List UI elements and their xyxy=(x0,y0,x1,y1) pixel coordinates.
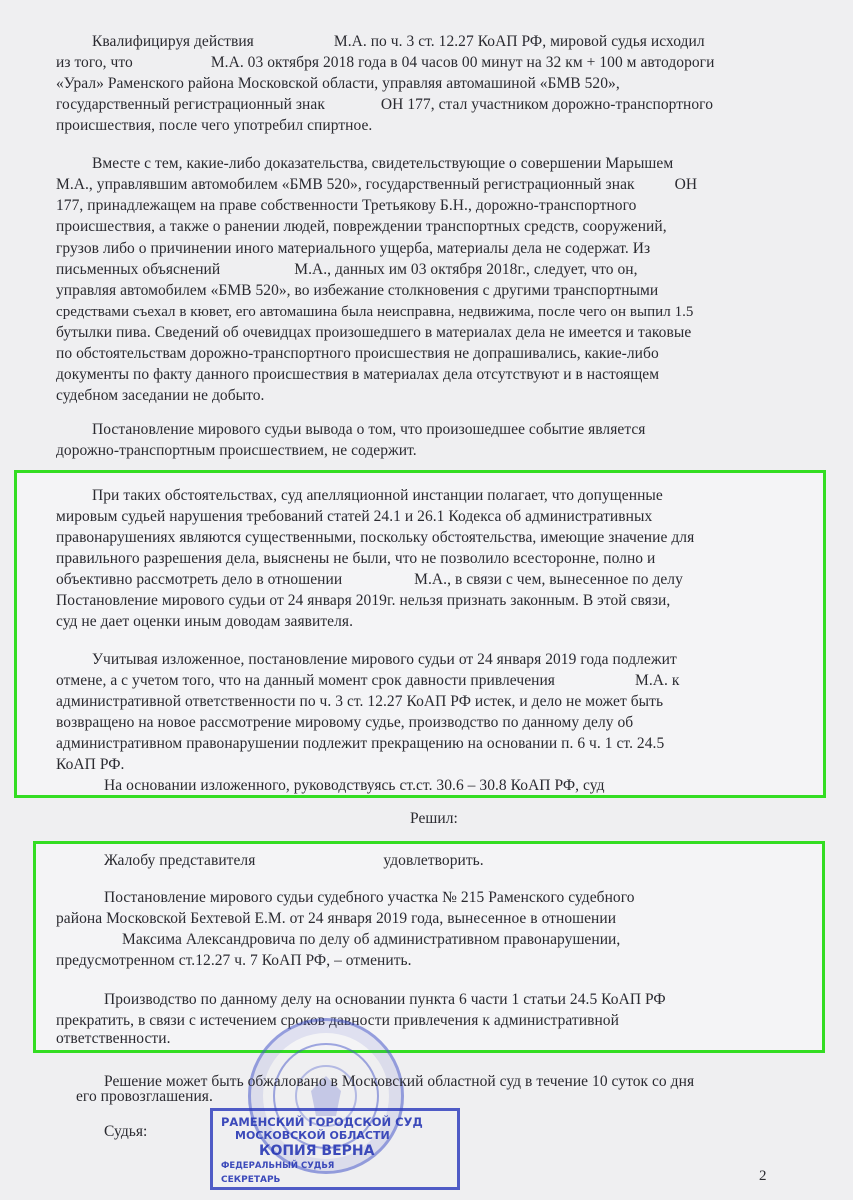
text-line: «Урал» Раменского района Московской области, управляя автомашиной «БМВ 520», xyxy=(56,75,620,92)
text-line: письменных объяснений М.А., данных им 03 октября 2018г., следует, что он, xyxy=(56,261,638,278)
page-number: 2 xyxy=(759,1168,767,1184)
text-line: Постановление мирового судьи от 24 января 2019г. нельзя признать законным. В этой связи, xyxy=(56,592,671,609)
text-line: 177, принадлежащем на праве собственности Третьякову Б.Н., дорожно-транспортного xyxy=(56,197,637,214)
text-line: М.А., управлявшим автомобилем «БМВ 520», государственный регистрационный знак ОН xyxy=(56,176,698,193)
text-line: суд не дает оценки иным доводам заявителя. xyxy=(56,613,354,630)
text-line: средствами съехал в кювет, его автомашина была неисправна, недвижима, после чего он выпил 1.5 xyxy=(56,304,694,320)
text-line: происшествия, после чего употребил спиртное. xyxy=(56,117,373,134)
text-line: судебном заседании не добыто. xyxy=(56,387,265,404)
text-line: правильного разрешения дела, выяснены не были, что не позволило всесторонне, полно и xyxy=(56,550,656,567)
text-line: КоАП РФ. xyxy=(56,756,125,773)
text-line: Вместе с тем, какие-либо доказательства, свидетельствующие о совершении Марышем xyxy=(92,155,674,172)
text-line: Учитывая изложенное, постановление мирового судьи от 24 января 2019 года подлежит xyxy=(92,651,677,668)
text-line: мировым судьей нарушения требований статей 24.1 и 26.1 Кодекса об административных xyxy=(56,508,653,525)
text-line: из того, что М.А. 03 октября 2018 года в 04 часов 00 минут на 32 км + 100 м автодороги xyxy=(56,54,715,71)
text-line: Максима Александровича по делу об административном правонарушении, xyxy=(122,931,621,948)
text-line: Жалобу представителя удовлетворить. xyxy=(104,852,484,869)
text-line: Производство по данному делу на основании пункта 6 части 1 статьи 24.5 КоАП РФ xyxy=(104,991,666,1008)
text-line: правонарушениях являются существенными, поскольку обстоятельства, имеющие значение для xyxy=(56,529,695,546)
decision-heading: Решил: xyxy=(410,810,458,827)
text-line: по обстоятельствам дорожно-транспортного происшествия не допрашивались, какие-либо xyxy=(56,345,659,362)
text-line: района Московской Бехтевой Е.М. от 24 января 2019 года, вынесенное в отношении xyxy=(56,910,617,927)
text-line: Квалифицируя действия М.А. по ч. 3 ст. 12.27 КоАП РФ, мировой судья исходил xyxy=(92,33,705,50)
text-line: грузов либо о причинении иного материального ущерба, материалы дела не содержат. Из xyxy=(56,240,651,257)
text-line: При таких обстоятельствах, суд апелляционной инстанции полагает, что допущенные xyxy=(92,487,663,504)
text-line: Постановление мирового судьи вывода о том, что произошедшее событие является xyxy=(92,421,646,438)
copy-certified-stamp: РАМЕНСКИЙ ГОРОДСКОЙ СУД МОСКОВСКОЙ ОБЛАСТИ КОПИЯ ВЕРНА ФЕДЕРАЛЬНЫЙ СУДЬЯ СЕКРЕТАРЬ xyxy=(210,1108,460,1190)
text-line: Постановление мирового судьи судебного участка № 215 Раменского судебного xyxy=(104,889,635,906)
judge-label: Судья: xyxy=(104,1123,148,1140)
text-line: возвращено на новое рассмотрение мировому судье, производство по данному делу об xyxy=(56,714,634,731)
text-line: бутылки пива. Сведений об очевидцах произошедшего в материалах дела не имеется и таковые xyxy=(56,324,692,341)
text-line: На основании изложенного, руководствуясь ст.ст. 30.6 – 30.8 КоАП РФ, суд xyxy=(104,777,605,794)
text-line: административной ответственности по ч. 3 ст. 12.27 КоАП РФ истек, и дело не может быть xyxy=(56,693,664,710)
text-line: ответственности. xyxy=(56,1030,171,1047)
text-line: дорожно-транспортным происшествием, не содержит. xyxy=(56,442,417,459)
text-line: происшествия, а также о ранении людей, повреждении транспортных средств, сооружений, xyxy=(56,218,667,235)
text-line: государственный регистрационный знак ОН 177, стал участником дорожно-транспортного xyxy=(56,96,713,113)
text-line: управляя автомобилем «БМВ 520», во избежание столкновения с другими транспортными xyxy=(56,282,659,299)
text-line: прекратить, в связи с истечением сроков давности привлечения к административной xyxy=(56,1012,619,1029)
text-line: предусмотренном ст.12.27 ч. 7 КоАП РФ, – отменить. xyxy=(56,952,412,969)
text-line: его провозглашения. xyxy=(76,1088,213,1105)
text-line: объективно рассмотреть дело в отношении М.А., в связи с чем, вынесенное по делу xyxy=(56,571,683,588)
text-line: Решение может быть обжаловано в Московский областной суд в течение 10 суток со дня xyxy=(104,1073,695,1090)
text-line: административном правонарушении подлежит прекращению на основании п. 6 ч. 1 ст. 24.5 xyxy=(56,735,665,752)
text-line: отмене, а с учетом того, что на данный момент срок давности привлечения М.А. к xyxy=(56,672,680,689)
text-line: документы по факту данного происшествия в материалах дела отсутствуют и в настоящем xyxy=(56,366,660,383)
